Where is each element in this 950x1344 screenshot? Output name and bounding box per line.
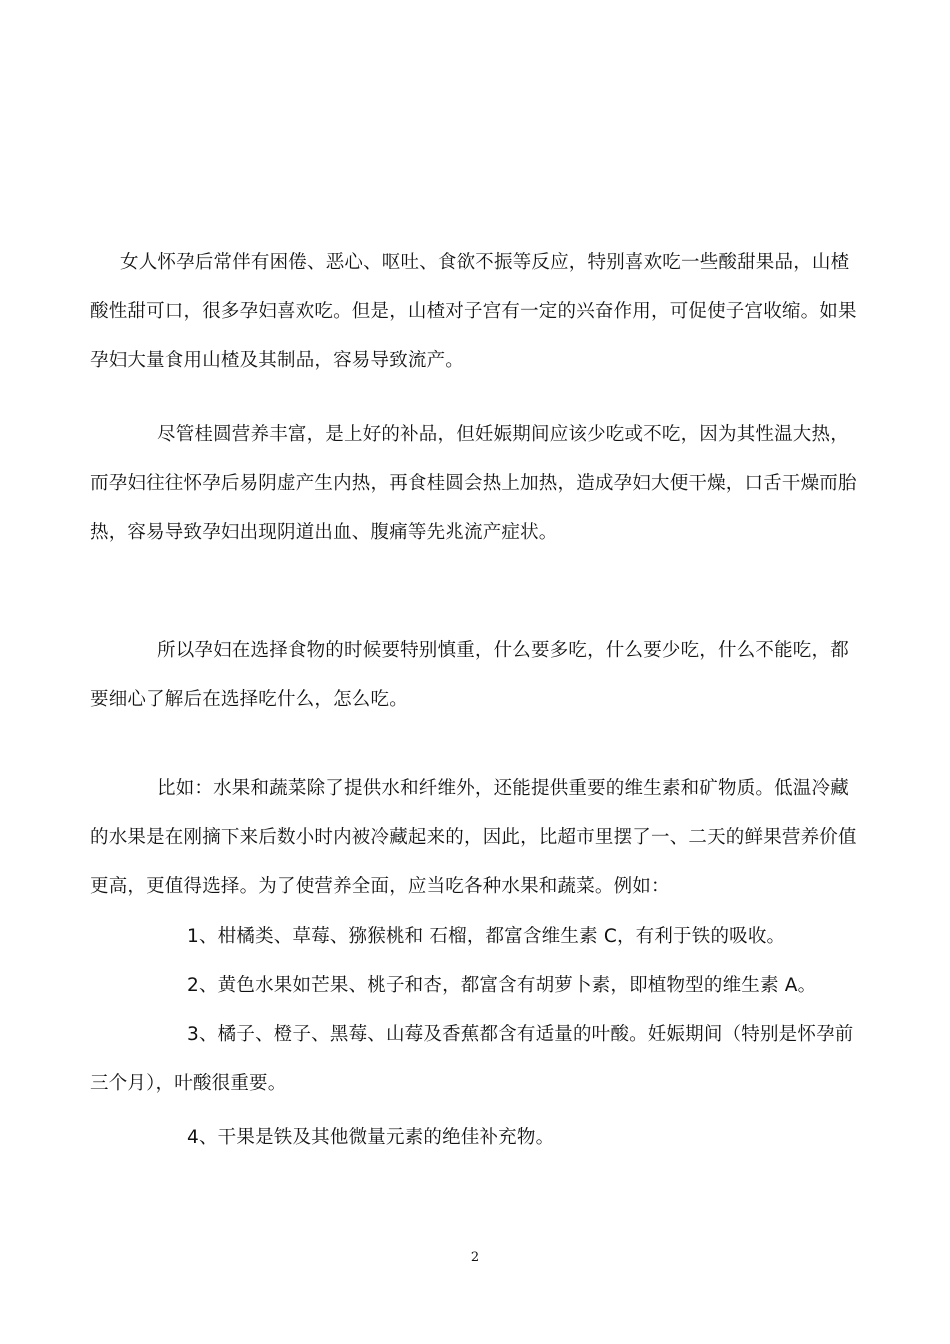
- list-item-yellow-fruit: 2、黄色水果如芒果、桃子和杏，都富含有胡萝卜素，即植物型的维生素 A。: [187, 975, 817, 996]
- page-number: 2: [470, 1250, 480, 1265]
- paragraph-longan: 尽管桂圆营养丰富，是上好的补品，但妊娠期间应该少吃或不吃，因为其性温大热，而孕妇往往怀孕后易阴虚产生内热，再食桂圆会热上加热，造成孕妇大便干燥，口舌干燥而胎热，容易导致孕妇出现阴道出血、腹痛等先兆流产症状。: [90, 424, 857, 543]
- paragraph-choose-food: 所以孕妇在选择食物的时候要特别慎重，什么要多吃，什么要少吃，什么不能吃，都要细心了解后在选择吃什么，怎么吃。: [90, 640, 849, 710]
- paragraph-fruit-vegetables: 比如：水果和蔬菜除了提供水和纤维外，还能提供重要的维生素和矿物质。低温冷藏的水果是在刚摘下来后数小时内被冷藏起来的，因此，比超市里摆了一、二天的鲜果营养价值更高，更值得选择。为了使营养全面，应当吃各种水果和蔬菜。例如：: [90, 778, 857, 897]
- list-item-folic-acid: 3、橘子、橙子、黑莓、山莓及香蕉都含有适量的叶酸。妊娠期间（特别是怀孕前三个月），叶酸很重要。: [90, 1024, 854, 1094]
- list-item-citrus: 1、柑橘类、草莓、猕猴桃和 石榴，都富含维生素 C，有利于铁的吸收。: [187, 926, 786, 947]
- paragraph-hawthorn: 女人怀孕后常伴有困倦、恶心、呕吐、食欲不振等反应，特别喜欢吃一些酸甜果品，山楂酸性甜可口，很多孕妇喜欢吃。但是，山楂对子宫有一定的兴奋作用，可促使子宫收缩。如果孕妇大量食用山楂及其制品，容易导致流产。: [90, 252, 857, 371]
- list-item-dried-fruit: 4、干果是铁及其他微量元素的绝佳补充物。: [187, 1127, 555, 1148]
